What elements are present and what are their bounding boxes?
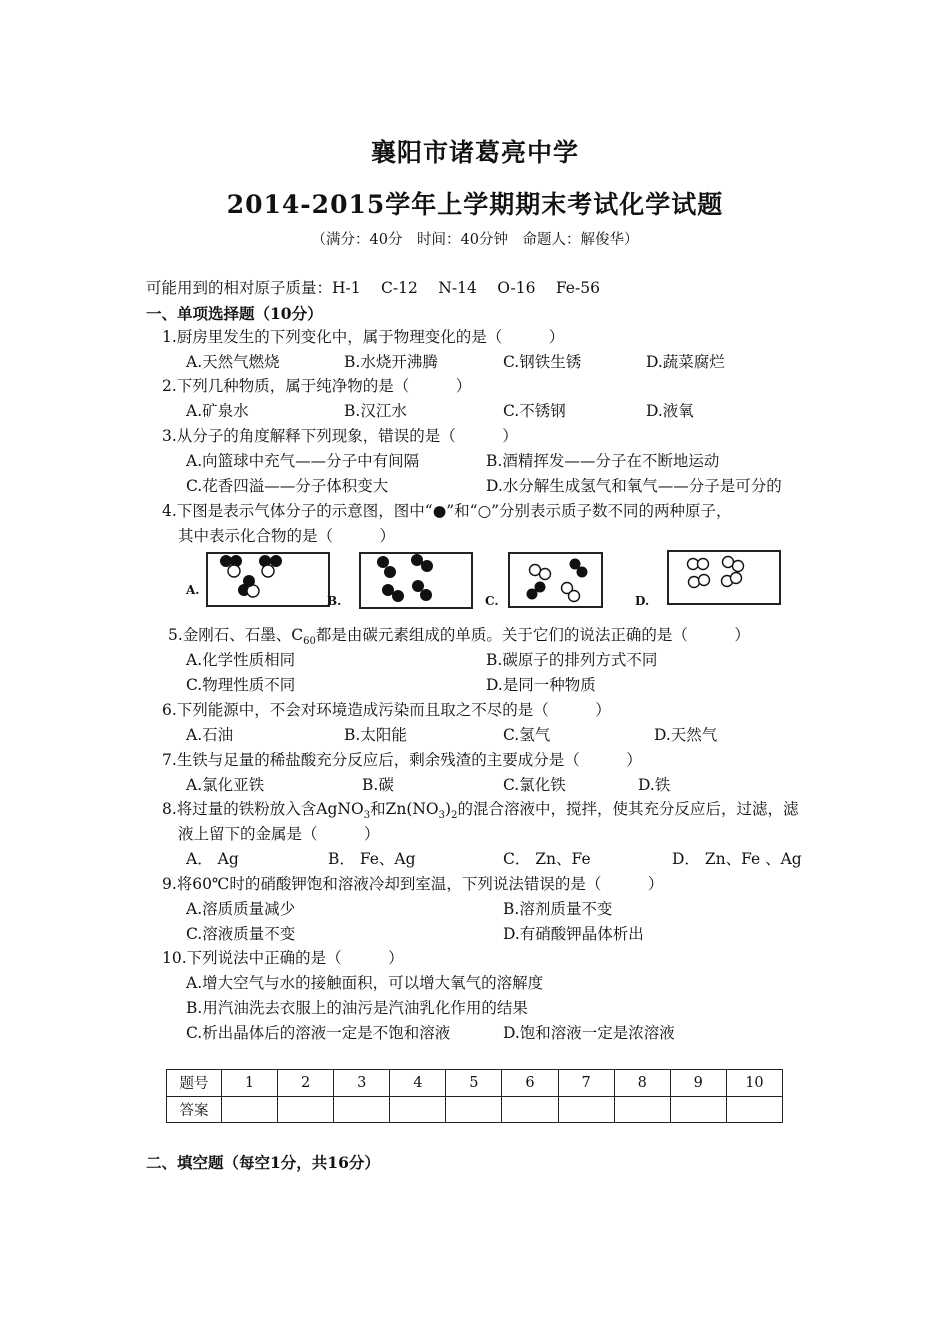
q3-stem: 3.从分子的角度解释下列现象，错误的是（ ） (162, 427, 518, 445)
table-label-number: 题号 (167, 1070, 222, 1097)
answer-cell[interactable] (614, 1096, 670, 1123)
q7-stem: 7.生铁与足量的稀盐酸充分反应后，剩余残渣的主要成分是（ ） (162, 751, 642, 769)
q6-option-c: C.氢气 (503, 726, 551, 744)
answer-cell[interactable] (502, 1096, 558, 1123)
table-number-cell: 6 (502, 1070, 558, 1097)
q6-option-d: D.天然气 (654, 726, 718, 744)
q2-option-a: A.矿泉水 (186, 402, 249, 420)
q9-option-a: A.溶质质量减少 (186, 900, 296, 918)
q4-option-a: A. (186, 583, 200, 597)
answer-cell[interactable] (726, 1096, 782, 1123)
table-label-answer: 答案 (167, 1096, 222, 1123)
molecule-box-b (360, 553, 472, 608)
q5-stem-rest: 都是由碳元素组成的单质。关于它们的说法正确的是（ ） (315, 626, 750, 644)
q5-option-b: B.碳原子的排列方式不同 (486, 651, 658, 669)
table-row-answers (167, 1096, 783, 1123)
q5-option-d: D.是同一种物质 (486, 676, 596, 694)
q3-option-a: A.向篮球中充气——分子中有间隔 (186, 452, 420, 470)
q9-stem: 9.将60℃时的硝酸钾饱和溶液冷却到室温，下列说法错误的是（ ） (162, 875, 664, 893)
q7-option-b: B.碳 (362, 776, 394, 794)
q8-sub3: 2 (451, 810, 458, 822)
q3-option-b: B.酒精挥发——分子在不断地运动 (486, 452, 720, 470)
q1-option-b: B.水烧开沸腾 (344, 353, 438, 371)
q2-option-b: B.汉江水 (344, 402, 407, 420)
q8-stem-c: ) (445, 800, 452, 818)
q10-stem: 10.下列说法中正确的是（ ） (162, 949, 404, 967)
q8-stem-line2: 液上留下的金属是（ ） (178, 825, 380, 843)
atomic-masses: 可能用到的相对原子质量：H-1 C-12 N-14 O-16 Fe-56 (146, 279, 600, 297)
q2-stem: 2.下列几种物质，属于纯净物的是（ ） (162, 377, 472, 395)
q1-option-d: D.蔬菜腐烂 (646, 353, 725, 371)
q1-option-c: C.钢铁生锈 (503, 353, 582, 371)
q5-stem (168, 625, 750, 652)
q8-sub2: 3 (438, 810, 446, 822)
q4-option-b: B. (327, 594, 342, 608)
q8-sub1: 3 (363, 810, 371, 822)
table-number-cell: 3 (334, 1070, 390, 1097)
q2-option-d: D.液氧 (646, 402, 694, 420)
q10-option-a: A.增大空气与水的接触面积，可以增大氧气的溶解度 (186, 974, 544, 992)
molecule-box-d (668, 551, 780, 604)
answer-table (166, 1069, 783, 1123)
answer-cell[interactable] (278, 1096, 334, 1123)
q9-option-b: B.溶剂质量不变 (503, 900, 613, 918)
q8-stem-d: 的混合溶液中，搅拌，使其充分反应后，过滤，滤 (457, 800, 799, 818)
table-number-cell: 8 (614, 1070, 670, 1097)
q5-option-a: A.化学性质相同 (186, 651, 296, 669)
q10-option-d: D.饱和溶液一定是浓溶液 (503, 1024, 675, 1042)
table-number-cell: 4 (390, 1070, 446, 1097)
q8-option-b: B． Fe、Ag (328, 850, 416, 868)
q8-stem (162, 799, 798, 826)
q3-option-d: D.水分解生成氢气和氧气——分子是可分的 (486, 477, 782, 495)
q8-option-c: C． Zn、Fe (503, 850, 591, 868)
table-number-cell: 7 (558, 1070, 614, 1097)
q1-option-a: A.天然气燃烧 (186, 353, 280, 371)
exam-title: 2014-2015学年上学期期末考试化学试题 (226, 190, 724, 219)
table-number-cell: 5 (446, 1070, 502, 1097)
q10-option-b: B.用汽油洗去衣服上的油污是汽油乳化作用的结果 (186, 999, 528, 1017)
q2-option-c: C.不锈钢 (503, 402, 566, 420)
answer-cell[interactable] (222, 1096, 278, 1123)
q1-stem: 1.厨房里发生的下列变化中，属于物理变化的是（ ） (162, 328, 565, 346)
q8-stem-b: 和Zn(NO (370, 800, 439, 818)
answer-cell[interactable] (390, 1096, 446, 1123)
school-name: 襄阳市诸葛亮中学 (370, 138, 579, 167)
answer-cell[interactable] (670, 1096, 726, 1123)
q4-stem: 4.下图是表示气体分子的示意图，图中“●”和“○”分别表示质子数不同的两种原子， (162, 502, 732, 520)
table-number-cell: 1 (222, 1070, 278, 1097)
q7-option-a: A.氯化亚铁 (186, 776, 265, 794)
table-number-cell: 2 (278, 1070, 334, 1097)
answer-cell[interactable] (334, 1096, 390, 1123)
molecule-diagram (180, 548, 820, 610)
q7-option-d: D.铁 (638, 776, 671, 794)
answer-cell[interactable] (558, 1096, 614, 1123)
q9-option-c: C.溶液质量不变 (186, 925, 296, 943)
q8-stem-a: 8.将过量的铁粉放入含AgNO (162, 800, 364, 818)
q6-stem: 6.下列能源中，不会对环境造成污染而且取之不尽的是（ ） (162, 701, 611, 719)
q10-option-c: C.析出晶体后的溶液一定是不饱和溶液 (186, 1024, 451, 1042)
q5-stem-text: 5.金刚石、石墨、C (168, 626, 304, 644)
exam-info: （满分：40分 时间：40分钟 命题人：解俊华） (311, 232, 639, 248)
table-number-cell: 9 (670, 1070, 726, 1097)
answer-cell[interactable] (446, 1096, 502, 1123)
q8-option-a: A． Ag (186, 850, 239, 868)
table-row-numbers (167, 1070, 783, 1097)
section1-title: 一、单项选择题（10分） (146, 304, 323, 323)
q6-option-a: A.石油 (186, 726, 234, 744)
molecule-box-c (509, 553, 602, 607)
q5-option-c: C.物理性质不同 (186, 676, 296, 694)
q3-option-c: C.花香四溢——分子体积变大 (186, 477, 389, 495)
q4-stem-line2: 其中表示化合物的是（ ） (178, 527, 396, 545)
section2-title: 二、填空题（每空1分，共16分） (146, 1153, 380, 1172)
q4-option-c: C. (485, 594, 499, 608)
q5-stem-subscript: 60 (303, 636, 316, 648)
q8-option-d: D． Zn、Fe 、Ag (672, 850, 802, 868)
q7-option-c: C.氯化铁 (503, 776, 566, 794)
molecule-box-a (207, 553, 329, 606)
q9-option-d: D.有硝酸钾晶体析出 (503, 925, 644, 943)
q6-option-b: B.太阳能 (344, 726, 407, 744)
table-number-cell: 10 (726, 1070, 782, 1097)
q4-option-d: D. (635, 594, 650, 608)
